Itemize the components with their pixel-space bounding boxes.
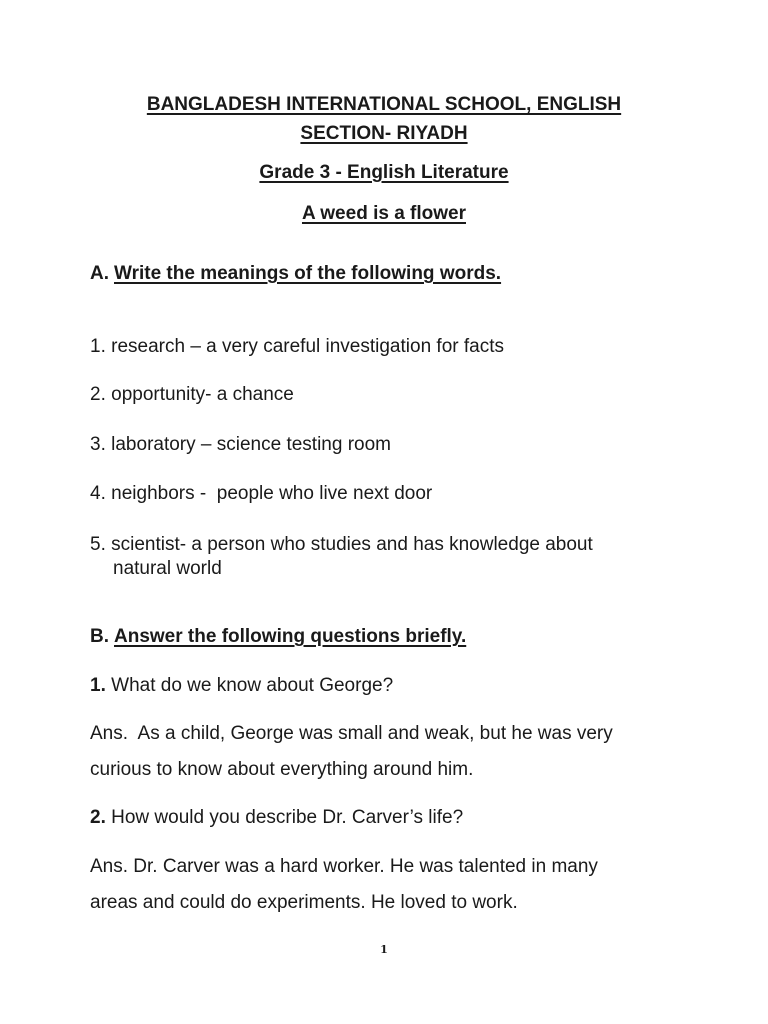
answer-1-line2: curious to know about everything around him. bbox=[90, 759, 474, 780]
list-item bbox=[90, 434, 391, 456]
list-item-number: 3. bbox=[90, 434, 106, 455]
list-item-text: scientist- a person who studies and has knowledge about bbox=[111, 534, 593, 555]
school-name-line2-text: SECTION- RIYADH bbox=[300, 123, 468, 144]
lesson-title-text: A weed is a flower bbox=[301, 203, 466, 224]
list-item bbox=[90, 483, 432, 505]
list-item-continuation: natural world bbox=[113, 558, 222, 579]
answer-2-line2: areas and could do experiments. He loved to work. bbox=[90, 892, 518, 913]
grade-subject-text: Grade 3 - English Literature bbox=[259, 162, 509, 183]
section-b-heading: Answer the following questions briefly. bbox=[114, 626, 467, 647]
list-item-text: laboratory – science testing room bbox=[111, 434, 392, 455]
list-item-number: 5. bbox=[90, 534, 106, 555]
list-item-text: research – a very careful investigation for facts bbox=[111, 336, 504, 357]
question-number: 2. bbox=[90, 807, 106, 828]
school-name-line2 bbox=[0, 123, 768, 145]
grade-subject bbox=[0, 162, 768, 184]
answer-2-line1: Ans. Dr. Carver was a hard worker. He was talented in many bbox=[90, 856, 598, 877]
list-item bbox=[90, 336, 504, 358]
lesson-title bbox=[0, 203, 768, 225]
list-item bbox=[90, 534, 593, 556]
section-b-label: B. bbox=[90, 626, 109, 647]
list-item-text: opportunity- a chance bbox=[111, 384, 294, 405]
question-text: How would you describe Dr. Carver’s life? bbox=[111, 807, 464, 828]
section-a-label: A. bbox=[90, 263, 109, 284]
page-number: 1 bbox=[380, 943, 388, 956]
question-2 bbox=[90, 807, 463, 829]
section-a-heading: Write the meanings of the following words. bbox=[114, 263, 502, 284]
list-item-number: 4. bbox=[90, 483, 106, 504]
school-name-line1 bbox=[0, 94, 768, 116]
question-text: What do we know about George? bbox=[111, 675, 394, 696]
answer-1-line1: Ans. As a child, George was small and weak, but he was very bbox=[90, 723, 613, 744]
list-item-text: neighbors - people who live next door bbox=[111, 483, 433, 504]
question-1 bbox=[90, 675, 393, 697]
list-item bbox=[90, 384, 294, 406]
list-item-number: 2. bbox=[90, 384, 106, 405]
question-number: 1. bbox=[90, 675, 106, 696]
school-name-line1-text: BANGLADESH INTERNATIONAL SCHOOL, ENGLISH bbox=[146, 94, 622, 115]
list-item-number: 1. bbox=[90, 336, 106, 357]
